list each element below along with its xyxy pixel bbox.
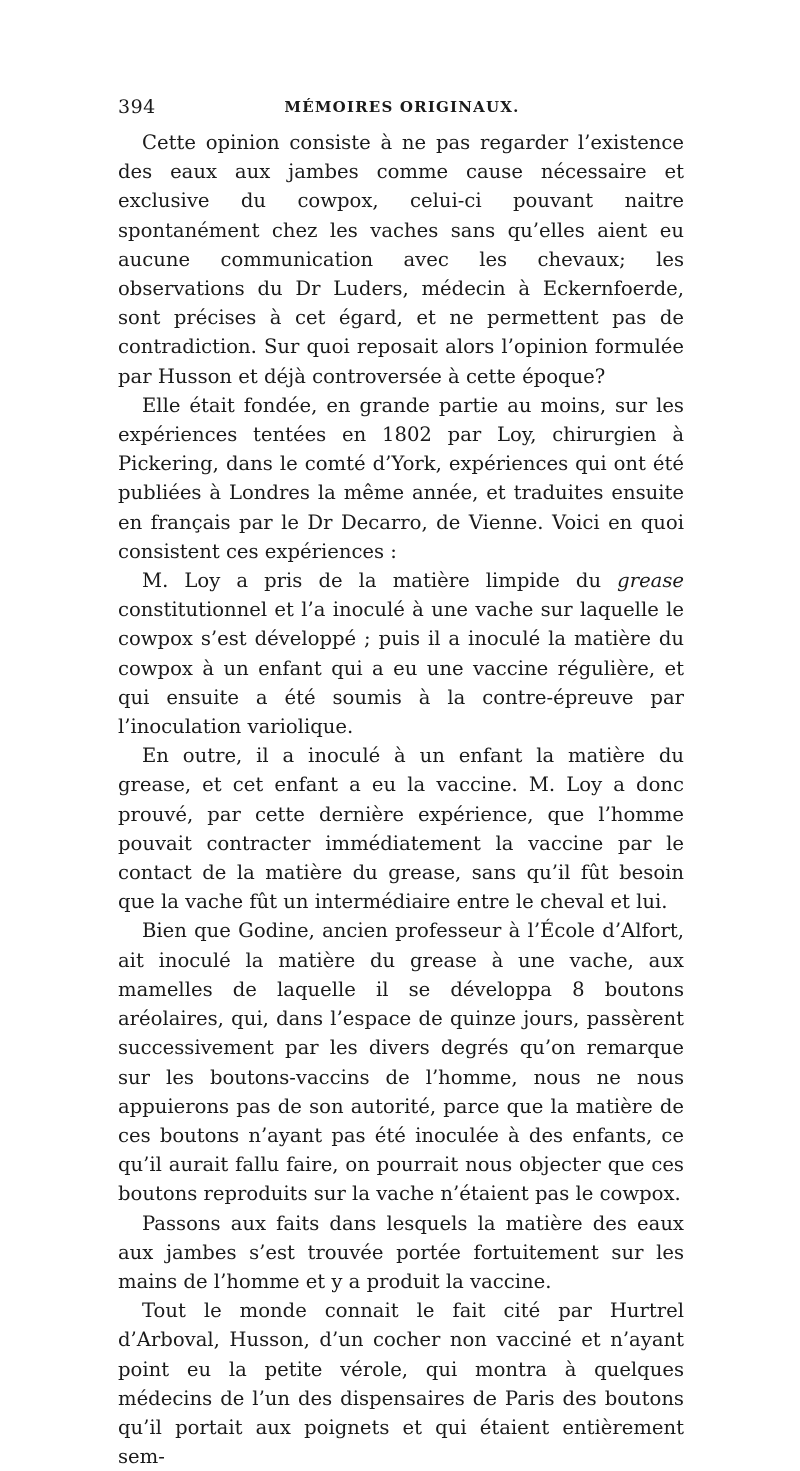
paragraph: En outre, il a inoculé à un enfant la matière du grease, et cet enfant a eu la vaccine. M. Loy a donc prouvé, par cette dernière expérience, que l’homme pouvait contracter immédiatement la vaccine par le contact de la matière du grease, sans qu’il fût besoin que la vache fût un intermédiaire entre le cheval et lui.: [118, 744, 684, 914]
page-number: 394: [118, 96, 156, 118]
paragraph: [118, 566, 684, 741]
italic-term: grease: [617, 569, 684, 593]
paragraph: Tout le monde connait le fait cité par Hurtrel d’Arboval, Husson, d’un cocher non vacciné et n’ayant point eu la petite vérole, qui montra à quelques médecins de l’un des dispensaires de Paris des boutons qu’il portait aux poignets et qui étaient entièrement sem-: [118, 1299, 684, 1469]
paragraph: Passons aux faits dans lesquels la matière des eaux aux jambes s’est trouvée portée fortuitement sur les mains de l’homme et y a produit la vaccine.: [118, 1211, 684, 1293]
paragraph: Bien que Godine, ancien professeur à l’École d’Alfort, ait inoculé la matière du grease à une vache, aux mamelles de laquelle il se développa 8 boutons aréolaires, qui, dans l’espace de quinze jours, passèrent successivement par les divers degrés qu’on remarque sur les boutons-vaccins de l’homme, nous ne nous appuierons pas de son autorité, parce que la matière de ces boutons n’ayant pas été inoculée à des enfants, ce qu’il aurait fallu faire, on pourrait nous objecter que ces boutons reproduits sur la vache n’étaient pas le cowpox.: [118, 919, 684, 1206]
paragraph: Elle était fondée, en grande partie au moins, sur les expériences tentées en 1802 par Loy, chirurgien à Pickering, dans le comté d’York, expériences qui ont été publiées à Londres la même année, et traduites ensuite en français par le Dr Decarro, de Vienne. Voici en quoi consistent ces expériences :: [118, 393, 684, 563]
body-text: [118, 128, 684, 1471]
running-title: MÉMOIRES ORIGINAUX.: [284, 98, 520, 116]
paragraph: Cette opinion consiste à ne pas regarder l’existence des eaux aux jambes comme cause nécessaire et exclusive du cowpox, celui-ci pouvant naitre spontanément chez les vaches sans qu’elles aient eu aucune communication avec les chevaux; les observations du Dr Luders, médecin à Eckernfoerde, sont précises à cet égard, et ne permettent pas de contradiction. Sur quoi reposait alors l’opinion formulée par Husson et déjà controversée à cette époque?: [118, 131, 684, 388]
paragraph-text: constitutionnel et l’a inoculé à une vache sur laquelle le cowpox s’est développé ; puis il a inoculé la matière du cowpox à un enfant qui a eu une vaccine régulière, et qui ensuite a été soumis à la contre-épreuve par l’inoculation variolique.: [118, 598, 684, 739]
running-header: [118, 96, 686, 126]
paragraph-text: M. Loy a pris de la matière limpide du: [142, 569, 618, 593]
